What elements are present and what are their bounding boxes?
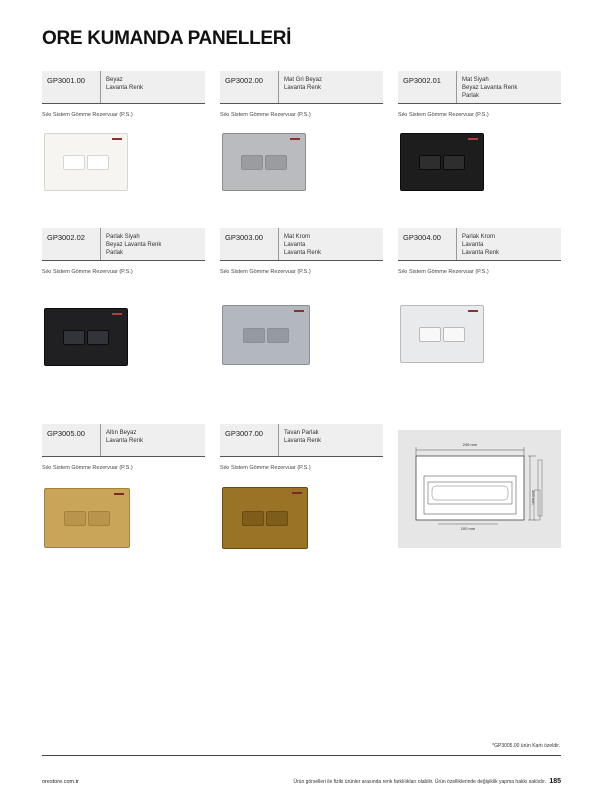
flush-panel-image bbox=[222, 487, 308, 549]
compatibility-note: Sıkı Sistem Gömme Rezervuar (P.S.) bbox=[42, 465, 133, 471]
product-code: GP3001.00 bbox=[42, 71, 101, 103]
brand-logo-mark bbox=[290, 138, 300, 140]
product-description bbox=[457, 71, 561, 103]
product-header bbox=[398, 71, 561, 104]
brand-logo-mark bbox=[114, 493, 124, 495]
compatibility-note: Sıkı Sistem Gömme Rezervuar (P.S.) bbox=[220, 269, 311, 275]
product-card bbox=[398, 228, 561, 275]
product-card bbox=[220, 228, 383, 275]
half-flush-button bbox=[419, 155, 441, 170]
description-line: Parlak Siyah bbox=[106, 234, 140, 240]
full-flush-button bbox=[267, 328, 289, 343]
brand-logo-mark bbox=[112, 138, 122, 140]
half-flush-button bbox=[63, 155, 85, 170]
description-line: Parlak bbox=[462, 93, 480, 99]
product-description bbox=[279, 424, 383, 456]
footnote: *GP3005.00 ürün Kartı özeldir. bbox=[492, 743, 560, 749]
brand-logo-mark bbox=[468, 138, 478, 140]
product-description bbox=[101, 71, 205, 103]
flush-panel-image bbox=[44, 488, 130, 548]
description-line: Beyaz Lavanta Renk bbox=[462, 85, 518, 91]
product-card bbox=[220, 71, 383, 118]
compatibility-note: Sıkı Sistem Gömme Rezervuar (P.S.) bbox=[42, 269, 133, 275]
top-dimension-label: 246 mm bbox=[462, 442, 478, 447]
description-line: Mat Krom bbox=[284, 234, 311, 240]
product-header bbox=[42, 228, 205, 261]
half-flush-button bbox=[419, 327, 441, 342]
footer-disclaimer: Ürün görselleri ile fiziki ürünler arasında renk farklılıkları olabilir. Ürün özelliklerinde değişiklik yapma hakkı saklıdır. bbox=[293, 779, 546, 785]
full-flush-button bbox=[87, 330, 109, 345]
brand-logo-mark bbox=[292, 492, 302, 494]
description-line: Tavan Parlak bbox=[284, 430, 319, 436]
panel-dimension-drawing bbox=[398, 430, 561, 548]
compatibility-note: Sıkı Sistem Gömme Rezervuar (P.S.) bbox=[42, 112, 133, 118]
product-card bbox=[398, 71, 561, 118]
product-header bbox=[220, 71, 383, 104]
full-flush-button bbox=[443, 327, 465, 342]
half-flush-button bbox=[63, 330, 85, 345]
product-description bbox=[279, 71, 383, 103]
product-description bbox=[279, 228, 383, 260]
website-link[interactable]: orestore.com.tr bbox=[42, 779, 79, 785]
product-code: GP3002.02 bbox=[42, 228, 101, 260]
bottom-dimension-label: 100 mm bbox=[460, 526, 476, 531]
description-line: Beyaz Lavanta Renk bbox=[106, 242, 162, 248]
product-code: GP3007.00 bbox=[220, 424, 279, 456]
description-line: Lavanta Renk bbox=[462, 250, 500, 256]
flush-panel-image bbox=[44, 133, 128, 191]
product-code: GP3005.00 bbox=[42, 424, 101, 456]
product-header bbox=[42, 424, 205, 457]
product-header bbox=[220, 228, 383, 261]
full-flush-button bbox=[87, 155, 109, 170]
page-number: 185 bbox=[549, 778, 561, 785]
product-description bbox=[101, 424, 205, 456]
description-line: Lavanta Renk bbox=[284, 438, 322, 444]
product-card bbox=[42, 71, 205, 118]
description-line: Lavanta bbox=[462, 242, 484, 248]
half-flush-button bbox=[241, 155, 263, 170]
side-dimension-label: 165 mm bbox=[531, 490, 536, 505]
full-flush-button bbox=[266, 511, 288, 526]
description-line: Beyaz bbox=[106, 77, 123, 83]
product-header bbox=[398, 228, 561, 261]
description-line: Altın Beyaz bbox=[106, 430, 137, 436]
brand-logo-mark bbox=[294, 310, 304, 312]
description-line: Lavanta Renk bbox=[106, 85, 144, 91]
full-flush-button bbox=[443, 155, 465, 170]
description-line: Lavanta bbox=[284, 242, 306, 248]
page-title: ORE KUMANDA PANELLERİ bbox=[42, 28, 292, 49]
product-card bbox=[220, 424, 383, 471]
compatibility-note: Sıkı Sistem Gömme Rezervuar (P.S.) bbox=[220, 112, 311, 118]
dimension-diagram bbox=[398, 430, 561, 548]
product-code: GP3002.00 bbox=[220, 71, 279, 103]
description-line: Parlak Krom bbox=[462, 234, 496, 240]
half-flush-button bbox=[243, 328, 265, 343]
brand-logo-mark bbox=[112, 313, 122, 315]
product-code: GP3002.01 bbox=[398, 71, 457, 103]
brand-logo-mark bbox=[468, 310, 478, 312]
product-code: GP3003.00 bbox=[220, 228, 279, 260]
product-card bbox=[42, 424, 205, 471]
product-header bbox=[42, 71, 205, 104]
compatibility-note: Sıkı Sistem Gömme Rezervuar (P.S.) bbox=[398, 269, 489, 275]
compatibility-note: Sıkı Sistem Gömme Rezervuar (P.S.) bbox=[398, 112, 489, 118]
outer-frame bbox=[416, 456, 524, 520]
flush-panel-image bbox=[400, 133, 484, 191]
description-line: Mat Siyah bbox=[462, 77, 489, 83]
half-flush-button bbox=[242, 511, 264, 526]
half-flush-button bbox=[64, 511, 86, 526]
flush-panel-image bbox=[222, 133, 306, 191]
product-code: GP3004.00 bbox=[398, 228, 457, 260]
compatibility-note: Sıkı Sistem Gömme Rezervuar (P.S.) bbox=[220, 465, 311, 471]
flush-panel-image bbox=[44, 308, 128, 366]
description-line: Lavanta Renk bbox=[106, 438, 144, 444]
flush-panel-image bbox=[400, 305, 484, 363]
product-card bbox=[42, 228, 205, 275]
product-header bbox=[220, 424, 383, 457]
description-line: Parlak bbox=[106, 250, 124, 256]
description-line: Lavanta Renk bbox=[284, 85, 322, 91]
footer-divider bbox=[42, 755, 561, 756]
description-line: Lavanta Renk bbox=[284, 250, 322, 256]
full-flush-button bbox=[265, 155, 287, 170]
flush-panel-image bbox=[222, 305, 310, 365]
description-line: Mat Gri Beyaz bbox=[284, 77, 323, 83]
product-description bbox=[457, 228, 561, 260]
full-flush-button bbox=[88, 511, 110, 526]
product-description bbox=[101, 228, 205, 260]
